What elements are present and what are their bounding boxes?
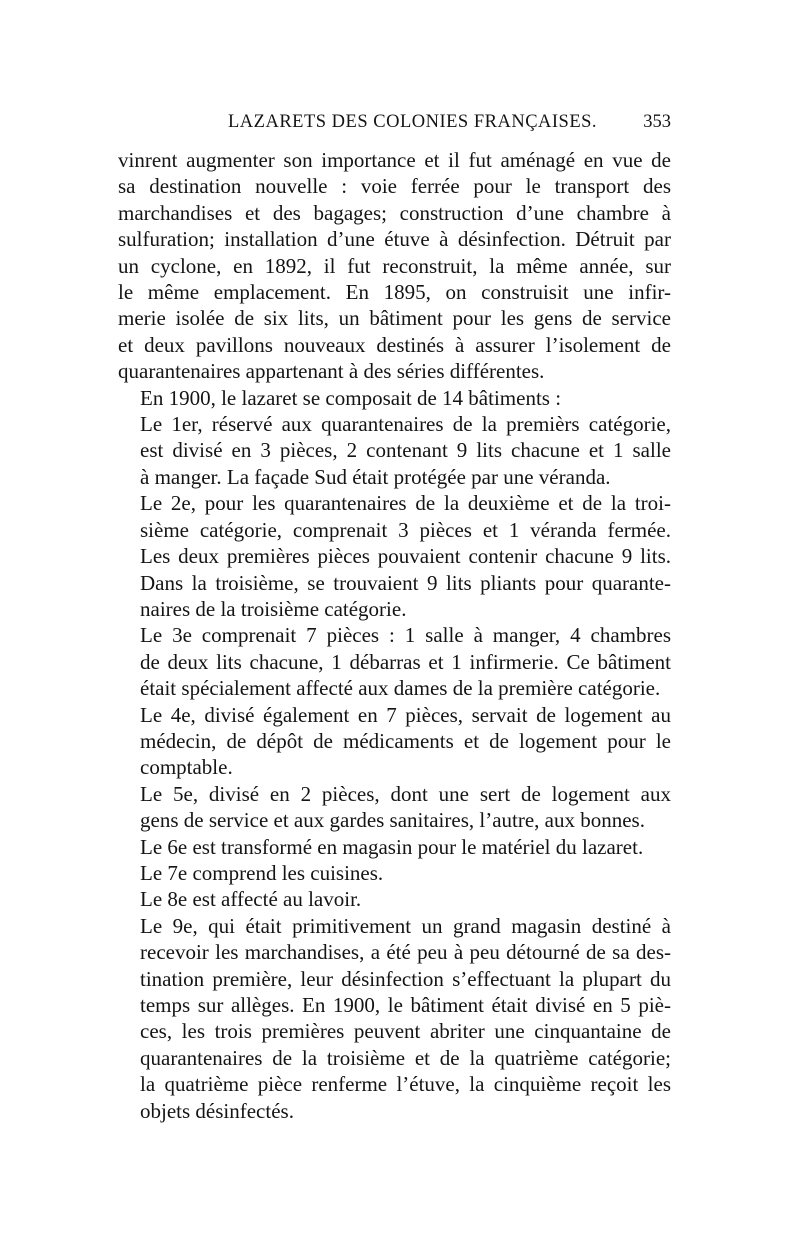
text-line: est divisé en 3 pièces, 2 contenant 9 lits chacune et 1 salle [140,438,671,463]
text-line: objets désinfectés. [140,1098,294,1123]
text-line: un cyclone, en 1892, il fut reconstruit, la même année, sur [118,253,671,278]
text-line: et deux pavillons nouveaux destinés à assurer l’isolement de [118,332,671,357]
paragraph [118,622,671,701]
body-text [118,147,671,1124]
paragraph [118,886,671,912]
page-header [118,112,671,142]
text-line: le même emplacement. En 1895, on construisit une infir- [118,280,671,305]
text-line: à manger. La façade Sud était protégée par une véranda. [140,464,611,489]
text-line: tination première, leur désinfection s’effectuant la plupart du [140,966,671,991]
text-line: Le 9e, qui était primitivement un grand magasin destiné à [140,913,671,938]
text-line: ces, les trois premières peuvent abriter une cinquantaine de [140,1019,671,1044]
text-line: marchandises et des bagages; construction d’une chambre à [118,200,671,225]
text-line: était spécialement affecté aux dames de la première catégorie. [140,676,661,701]
text-line: de deux lits chacune, 1 débarras et 1 infirmerie. Ce bâtiment [140,649,671,674]
text-line: gens de service et aux gardes sanitaires, l’autre, aux bonnes. [140,808,645,833]
text-line: Le 4e, divisé également en 7 pièces, servait de logement au [140,702,671,727]
paragraph [118,385,671,411]
paragraph [118,860,671,886]
text-line: médecin, de dépôt de médicaments et de logement pour le [140,728,671,753]
page-number: 353 [643,112,671,132]
text-line: sième catégorie, comprenait 3 pièces et 1 véranda fermée. [140,517,671,542]
text-line: la quatrième pièce renferme l’étuve, la cinquième reçoit les [140,1072,671,1097]
text-line: comptable. [140,755,233,780]
text-line: Le 5e, divisé en 2 pièces, dont une sert de logement aux [140,781,671,806]
paragraph [118,913,671,1124]
text-line: Le 3e comprenait 7 pièces : 1 salle à manger, 4 chambres [140,623,671,648]
running-title: LAZARETS DES COLONIES FRANÇAISES. [228,112,598,132]
text-line: Le 7e comprend les cuisines. [140,860,384,885]
text-line: Le 6e est transformé en magasin pour le matériel du lazaret. [140,834,644,859]
text-line: Les deux premières pièces pouvaient contenir chacune 9 lits. [140,544,671,569]
paragraph [118,781,671,834]
text-line: Le 2e, pour les quarantenaires de la deuxième et de la troi- [140,491,671,516]
text-line: vinrent augmenter son importance et il fut aménagé en vue de [118,148,671,172]
paragraph [118,490,671,622]
text-line: Le 1er, réservé aux quarantenaires de la premièrs catégorie, [140,412,671,437]
paragraph [118,702,671,781]
text-line: temps sur allèges. En 1900, le bâtiment était divisé en 5 piè- [140,993,671,1017]
text-line: En 1900, le lazaret se composait de 14 bâtiments : [140,385,562,410]
text-line: Le 8e est affecté au lavoir. [140,887,362,912]
text-line: sa destination nouvelle : voie ferrée pour le transport des [118,174,671,199]
text-line: quarantenaires de la troisième et de la quatrième catégorie; [140,1045,671,1070]
text-line: naires de la troisième catégorie. [140,596,407,621]
paragraph [118,834,671,860]
text-line: merie isolée de six lits, un bâtiment pour les gens de service [118,306,671,331]
text-line: sulfuration; installation d’une étuve à désinfection. Détruit par [118,227,671,252]
text-line: Dans la troisième, se trouvaient 9 lits pliants pour quarante- [140,570,671,595]
paragraph [118,411,671,490]
paragraph [118,147,671,385]
text-line: recevoir les marchandises, a été peu à peu détourné de sa des- [140,940,671,965]
text-line: quarantenaires appartenant à des séries différentes. [118,359,545,384]
